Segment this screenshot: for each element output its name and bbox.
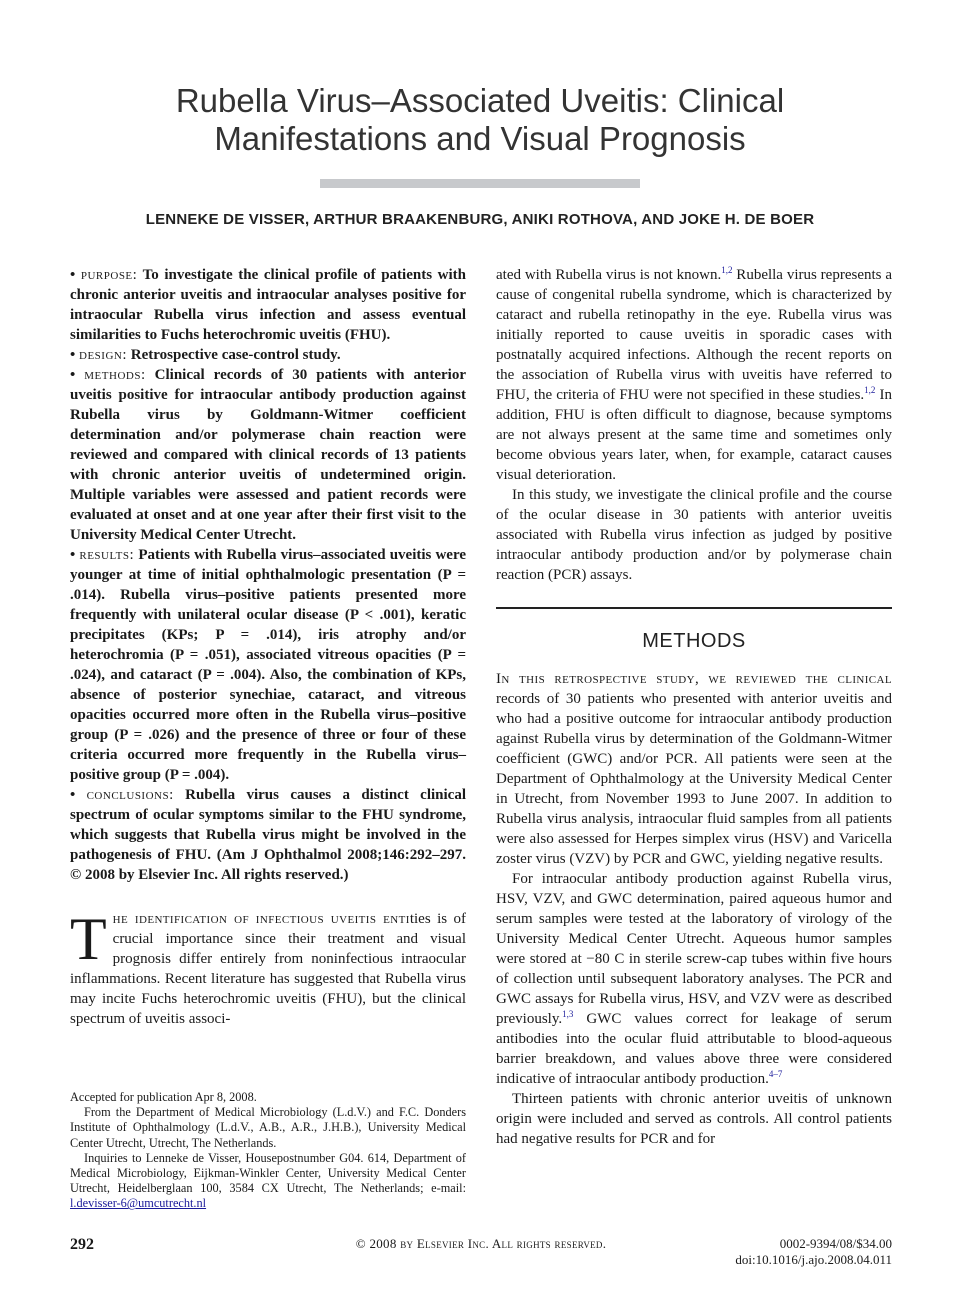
methods-heading: methods: xyxy=(84,367,146,383)
methods-paragraph-2 xyxy=(496,869,892,1089)
study-aim-paragraph: In this study, we investigate the clinical profile and the course of the ocular disease in 30 patients with anterior uveitis associated with Rubella virus infection as judged by positive intraocular antibody production and/or by polymerase chain reaction (PCR) assays. xyxy=(496,487,892,583)
methods-section-heading: METHODS xyxy=(642,630,746,652)
methods-paragraph-3: Thirteen patients with chronic anterior uveitis of unknown origin were included and served as controls. All control patients had negative results for PCR and for xyxy=(496,1091,892,1147)
intro-lead: he identification of infectious uveitis enti xyxy=(112,911,410,927)
intro-cont-text: Rubella virus represents a cause of congenital rubella syndrome, which is characterized by cataract and rubella retinopathy in the eye. Rubella virus was initially reported to cause uveitis in sporadic cases with postnatally acquired infections. Although the recent reports on the association of Rubella virus with uveitis have referred to FHU, the criteria of FHU were not specified in these studies. xyxy=(496,267,892,403)
page-number: 292 xyxy=(70,1236,94,1253)
intro-text: ties is of crucial importance since their treatment and visual prognosis differ entirely from noninfectious intraocular inflammations. Recent literature has suggested that Rubella virus may incite Fuchs heterochromic uveitis (FHU), but the clinical spectrum of uveitis associ- xyxy=(70,911,466,1027)
inquiries-note xyxy=(70,1151,466,1212)
author-list: LENNEKE DE VISSER, ARTHUR BRAAKENBURG, ANIKI ROTHOVA, AND JOKE H. DE BOER xyxy=(145,211,815,228)
intro-continued xyxy=(496,265,892,485)
bullet-icon: • xyxy=(70,787,87,803)
article-identifiers xyxy=(735,1236,892,1268)
conclusions-heading: conclusions: xyxy=(86,787,174,803)
abstract-methods xyxy=(70,365,466,545)
abstract-purpose xyxy=(70,265,466,345)
section-divider xyxy=(496,607,892,609)
title-line-2: Manifestations and Visual Prognosis xyxy=(214,120,746,157)
title-divider xyxy=(320,179,640,188)
citation-link[interactable]: 1,2 xyxy=(864,385,876,395)
email-link[interactable]: l.devisser-6@umcutrecht.nl xyxy=(70,1196,207,1211)
bullet-icon: • xyxy=(70,267,81,283)
methods-paragraph-1 xyxy=(496,669,892,869)
methods-text: GWC values correct for leakage of serum antibodies into the ocular fluid attributable to blood-aqueous barrier breakdown, and values above three were considered indicative of intraocular antibody production. xyxy=(496,1011,892,1087)
title-line-1: Rubella Virus–Associated Uveitis: Clinical xyxy=(175,82,785,119)
left-column xyxy=(70,265,466,1029)
right-column xyxy=(496,265,892,1149)
abstract-results xyxy=(70,545,466,785)
abstract-design xyxy=(70,345,466,365)
results-heading: results: xyxy=(79,547,135,563)
methods-text: Clinical records of 30 patients with anterior uveitis positive for intraocular antibody production against Rubella virus by Goldmann-Witmer coefficient determination and/or polymerase chain reaction were reviewed and compared with clinical records of 13 patients with chronic anterior uveitis of undetermined origin. Multiple variables were assessed and patient records were evaluated at onset and at one year after their first visit to the University Medical Center Utrecht. xyxy=(70,367,466,543)
methods-text: For intraocular antibody production against Rubella virus, HSV, VZV, and GWC determination, paired aqueous humor and serum samples were tested at the laboratory of virology of the University Medical Center Utrecht. Aqueous humor samples were stored at −80 C in sterile screw-cap tubes within five hours of collection until subsequent laboratory analyses. The PCR and GWC assays for Rubella virus, HSV, and VZV were as described previously. xyxy=(496,871,892,1027)
issn: 0002-9394/08/$34.00 xyxy=(779,1236,892,1251)
abstract-conclusions xyxy=(70,785,466,885)
intro-paragraph xyxy=(70,906,466,1029)
copyright: © 2008 by Elsevier Inc. All rights reserved. xyxy=(355,1236,607,1251)
article-title xyxy=(60,82,900,158)
bullet-icon: • xyxy=(70,547,80,563)
abstract xyxy=(70,265,466,885)
citation-link[interactable]: 1,2 xyxy=(721,265,733,275)
bullet-icon: • xyxy=(70,367,85,383)
intro-cont-text: ated with Rubella virus is not known. xyxy=(496,267,722,283)
affiliation-note: From the Department of Medical Microbiology (L.d.V.) and F.C. Donders Institute of Ophthalmology (L.d.V., A.B., A.R., J.H.B.), University Medical Center Utrecht, Utrecht, The Netherlands. xyxy=(70,1105,466,1150)
introduction xyxy=(70,906,466,1029)
bullet-icon: • xyxy=(70,347,80,363)
purpose-text: To investigate the clinical profile of patients with chronic anterior uveitis and intraocular analyses positive for intraocular Rubella virus infection and assess eventual similarities to Fuchs heterochromic uveitis (FHU). xyxy=(70,267,466,343)
purpose-heading: purpose: xyxy=(80,267,138,283)
inquiries-text: Inquiries to Lenneke de Visser, Housepostnumber G04. 614, Department of Medical Microbiology, Eijkman-Winkler Center, University Medical Center Utrecht, Heidelberglaan 100, 3584 CX Utrecht, The Netherlands; e-mail: xyxy=(70,1150,466,1196)
results-text: Patients with Rubella virus–associated uveitis were younger at time of initial ophthalmologic presentation (P = .014). Rubella virus–positive patients presented more frequently with unilateral ocular disease (P < .001), keratic precipitates (KPs; P = .014), iris atrophy and/or heterochromia (P = .051), associated vitreous opacities (P = .024), and cataract (P = .004). Also, the combination of KPs, absence of posterior synechiae, cataract, and vitreous opacities occurred more often in the Rubella virus–positive group (P = .026) and the presence of three or four of these criteria occurred more frequently in the Rubella virus–positive group (P = .004). xyxy=(70,547,466,783)
conclusions-text: Rubella virus causes a distinct clinical spectrum of ocular symptoms similar to the FHU syndrome, which suggests that Rubella virus might be involved in the pathogenesis of FHU. (Am J Ophthalmol 2008;146:292–297. © 2008 by Elsevier Inc. All rights reserved.) xyxy=(70,787,466,883)
accepted-note: Accepted for publication Apr 8, 2008. xyxy=(70,1090,257,1104)
citation-link[interactable]: 1,3 xyxy=(562,1009,574,1019)
intro-cont-text: In addition, FHU is often difficult to diagnose, because symptoms are not always present at the same time and sometimes only become obvious years later, when, for example, cataract causes visual deterioration. xyxy=(496,387,892,483)
design-heading: design: xyxy=(79,347,128,363)
methods-text: records of 30 patients who presented with anterior uveitis and who had a positive outcome for intraocular antibody production against Rubella virus by determination of the Goldmann-Witmer coefficient (GWC) and/or PCR. All patients were seen at the Department of Ophthalmology at the University Medical Center in Utrecht, from November 1993 to June 2007. In addition to Rubella virus analysis, intraocular fluid samples from all patients were also assessed for Herpes simplex virus (HSV) and Varicella zoster virus (VZV) by PCR and GWC, yielding negative results. xyxy=(496,691,892,867)
citation-link[interactable]: 4–7 xyxy=(768,1069,783,1079)
design-text: Retrospective case-control study. xyxy=(130,347,341,363)
methods-lead: In this retrospective study, we reviewed the clinical xyxy=(496,671,892,687)
article-notes xyxy=(70,1090,466,1212)
drop-cap: T xyxy=(70,906,107,972)
doi: doi:10.1016/j.ajo.2008.04.011 xyxy=(735,1252,892,1267)
